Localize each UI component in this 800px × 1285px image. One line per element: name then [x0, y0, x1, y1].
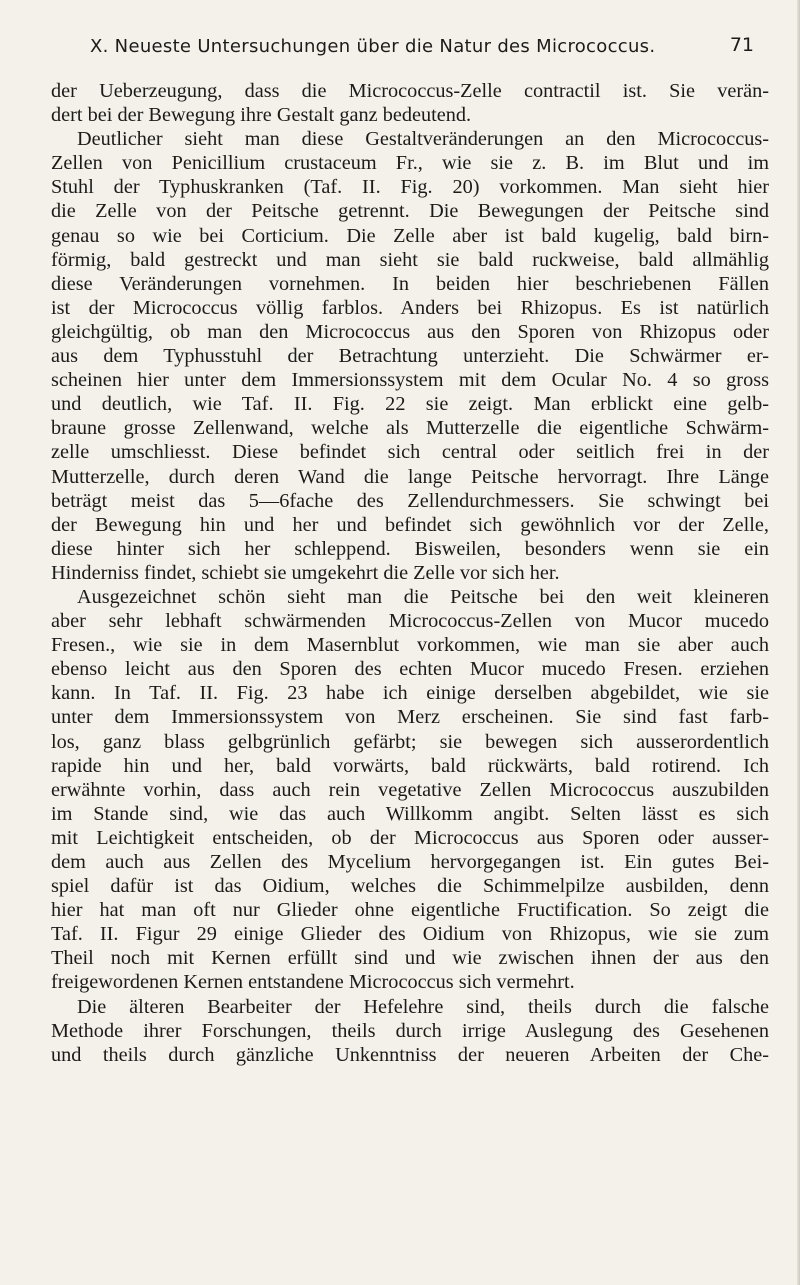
text-line: Mutterzelle, durch deren Wand die lange Peitsche hervorragt. Ihre Länge — [51, 465, 769, 488]
running-title: X. Neueste Untersuchungen über die Natur des Micrococcus. — [90, 36, 656, 57]
text-line: scheinen hier unter dem Immersionssystem mit dem Ocular No. 4 so gross — [51, 369, 769, 392]
text-line: Fresen., wie sie in dem Masernblut vorkommen, wie man sie aber auch — [51, 634, 769, 657]
text-line: Methode ihrer Forschungen, theils durch irrige Auslegung des Gesehenen — [51, 1019, 769, 1042]
text-line: los, ganz blass gelbgrünlich gefärbt; sie bewegen sich ausserordentlich — [51, 730, 769, 753]
text-line: aber sehr lebhaft schwärmenden Micrococcus-Zellen von Mucor mucedo — [51, 610, 769, 633]
text-line: Deutlicher sieht man diese Gestaltveränderungen an den Micrococcus- — [77, 128, 769, 151]
text-line: der Bewegung hin und her und befindet sich gewöhnlich vor der Zelle, — [51, 513, 769, 536]
text-line: im Stande sind, wie das auch Willkomm angibt. Selten lässt es sich — [51, 802, 769, 825]
text-line: braune grosse Zellenwand, welche als Mutterzelle die eigentliche Schwärm- — [51, 417, 769, 440]
text-line: diese hinter sich her schleppend. Bisweilen, besonders wenn sie ein — [51, 537, 769, 560]
text-line: und deutlich, wie Taf. II. Fig. 22 sie zeigt. Man erblickt eine gelb- — [51, 393, 769, 416]
text-line: spiel dafür ist das Oidium, welches die Schimmelpilze ausbilden, denn — [51, 875, 769, 898]
text-line: zelle umschliesst. Diese befindet sich central oder seitlich frei in der — [51, 441, 769, 464]
text-line: Stuhl der Typhuskranken (Taf. II. Fig. 20) vorkommen. Man sieht hier — [51, 176, 769, 199]
text-line: mit Leichtigkeit entscheiden, ob der Micrococcus aus Sporen oder ausser- — [51, 826, 769, 849]
page-header — [40, 32, 762, 62]
text-line: Ausgezeichnet schön sieht man die Peitsche bei den weit kleineren — [77, 585, 769, 608]
page-number: 71 — [729, 34, 754, 56]
text-line: genau so wie bei Corticium. Die Zelle aber ist bald kugelig, bald birn- — [51, 224, 769, 247]
text-line: Theil noch mit Kernen erfüllt sind und wie zwischen ihnen der aus den — [51, 947, 769, 970]
body-text — [51, 79, 769, 1067]
text-line: die Zelle von der Peitsche getrennt. Die Bewegungen der Peitsche sind — [51, 200, 769, 223]
text-line: freigewordenen Kernen entstandene Micrococcus sich vermehrt. — [51, 971, 575, 994]
text-line: dem auch aus Zellen des Mycelium hervorgegangen ist. Ein gutes Bei- — [51, 851, 769, 873]
text-line: erwähnte vorhin, dass auch rein vegetative Zellen Micrococcus auszubilden — [51, 778, 769, 801]
text-line: der Ueberzeugung, dass die Micrococcus-Zelle contractil ist. Sie verän- — [51, 80, 769, 102]
text-line: ebenso leicht aus den Sporen des echten Mucor mucedo Fresen. erziehen — [51, 658, 769, 681]
text-line: Die älteren Bearbeiter der Hefelehre sind, theils durch die falsche — [77, 995, 769, 1018]
text-line: dert bei der Bewegung ihre Gestalt ganz bedeutend. — [51, 104, 472, 127]
text-line: rapide hin und her, bald vorwärts, bald rückwärts, bald rotirend. Ich — [51, 754, 769, 777]
text-line: ist der Micrococcus völlig farblos. Anders bei Rhizopus. Es ist natürlich — [51, 296, 769, 319]
text-line: diese Veränderungen vornehmen. In beiden hier beschriebenen Fällen — [51, 272, 769, 295]
text-line: aus dem Typhusstuhl der Betrachtung unterzieht. Die Schwärmer er- — [51, 345, 769, 368]
text-line: förmig, bald gestreckt und man sieht sie bald ruckweise, bald allmählig — [51, 248, 769, 271]
text-line: Taf. II. Figur 29 einige Glieder des Oidium von Rhizopus, wie sie zum — [51, 923, 769, 946]
text-line: Hinderniss findet, schiebt sie umgekehrt die Zelle vor sich her. — [51, 561, 560, 584]
text-line: gleichgültig, ob man den Micrococcus aus den Sporen von Rhizopus oder — [51, 320, 769, 343]
text-line: kann. In Taf. II. Fig. 23 habe ich einige derselben abgebildet, wie sie — [51, 682, 769, 705]
text-line: unter dem Immersionssystem von Merz erscheinen. Sie sind fast farb- — [51, 706, 769, 729]
text-line: Zellen von Penicillium crustaceum Fr., wie sie z. B. im Blut und im — [51, 152, 769, 175]
text-line: beträgt meist das 5—6fache des Zellendurchmessers. Sie schwingt bei — [51, 489, 769, 512]
text-line: und theils durch gänzliche Unkenntniss der neueren Arbeiten der Che- — [51, 1043, 769, 1066]
text-line: hier hat man oft nur Glieder ohne eigentliche Fructification. So zeigt die — [51, 899, 769, 922]
